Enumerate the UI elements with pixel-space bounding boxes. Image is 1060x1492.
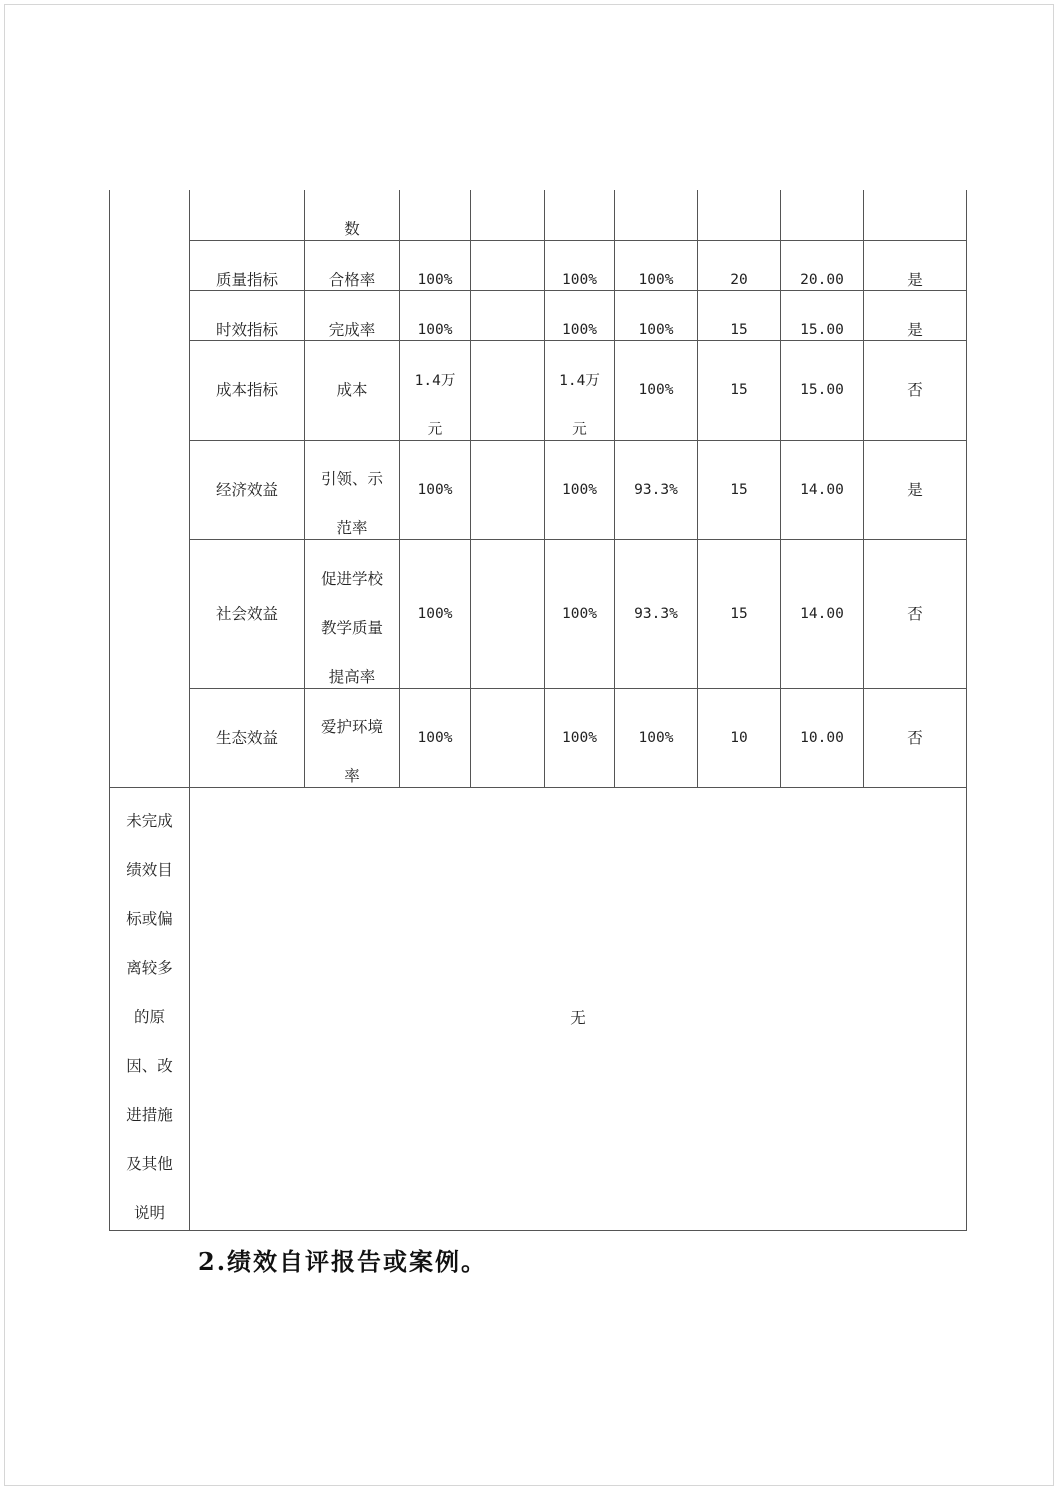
table-cell-weight: 20: [730, 271, 748, 288]
table-cell-flag: 否: [907, 604, 923, 623]
table-cell-weight: 15: [730, 321, 748, 338]
table-cell-name: 促进学校 教学质量 提高率: [320, 569, 383, 686]
table-cell-actual: 100%: [562, 605, 597, 622]
table-cell-actual: 100%: [562, 481, 597, 498]
table-cell-rate: 100%: [638, 729, 674, 746]
table-cell-score: 20.00: [800, 271, 844, 288]
table-cell-name: 数: [344, 219, 360, 238]
table-cell-index: 成本指标: [215, 381, 278, 399]
table-cell-annual-target: 1.4万 元: [414, 372, 456, 438]
table-cell-annual-target: 100%: [417, 481, 453, 498]
table-cell-flag: 是: [907, 270, 923, 289]
table-cell-index: 生态效益: [215, 728, 278, 747]
table-cell-rate: 93.3%: [634, 481, 678, 498]
table-cell-rate: 93.3%: [634, 605, 678, 622]
table-cell-weight: 10: [730, 729, 748, 746]
table-cell-annual-target: 100%: [417, 271, 453, 288]
table-cell-actual: 1.4万 元: [559, 372, 600, 438]
table-cell-index: 质量指标: [215, 270, 278, 289]
table-cell-rate: 100%: [638, 382, 674, 398]
table-cell-flag: 否: [907, 381, 923, 399]
table-cell-name: 爱护环境 率: [320, 718, 383, 785]
table-cell-actual: 100%: [562, 321, 597, 338]
table-cell-weight: 15: [730, 382, 748, 398]
table-cell-name: 完成率: [328, 320, 376, 339]
table-cell-score: 14.00: [800, 481, 844, 498]
table-cell-weight: 15: [730, 481, 748, 498]
table-cell-actual: 100%: [562, 729, 597, 746]
remarks-value: 无: [570, 1008, 586, 1027]
table-cell-annual-target: 100%: [417, 729, 453, 746]
table-cell-weight: 15: [730, 605, 748, 622]
table-cell-rate: 100%: [638, 271, 674, 288]
table-cell-name: 成本: [336, 381, 368, 399]
remarks-label: 未完成 绩效目 标或偏 离较多 的原 因、改 进措施 及其他 说明: [126, 812, 173, 1222]
table-cell-index: 经济效益: [215, 480, 278, 499]
table-cell-annual-target: 100%: [417, 321, 453, 338]
table-cell-name: 合格率: [328, 270, 376, 289]
table-cell-index: 社会效益: [215, 604, 278, 623]
table-cell-index: 时效指标: [215, 320, 278, 339]
table-cell-score: 14.00: [800, 605, 844, 622]
table-cell-annual-target: 100%: [417, 605, 453, 622]
table-cell-score: 15.00: [800, 382, 844, 398]
table-cell-actual: 100%: [562, 271, 597, 288]
table-cell-name: 引领、示 范率: [320, 470, 383, 537]
section-heading: 2.绩效自评报告或案例。: [198, 1247, 488, 1276]
table-cell-flag: 是: [907, 480, 923, 499]
table-cell-flag: 否: [907, 728, 923, 747]
table-cell-score: 10.00: [800, 729, 844, 746]
table-cell-score: 15.00: [800, 321, 844, 338]
table-cell-rate: 100%: [638, 321, 674, 338]
table-cell-flag: 是: [907, 320, 923, 339]
